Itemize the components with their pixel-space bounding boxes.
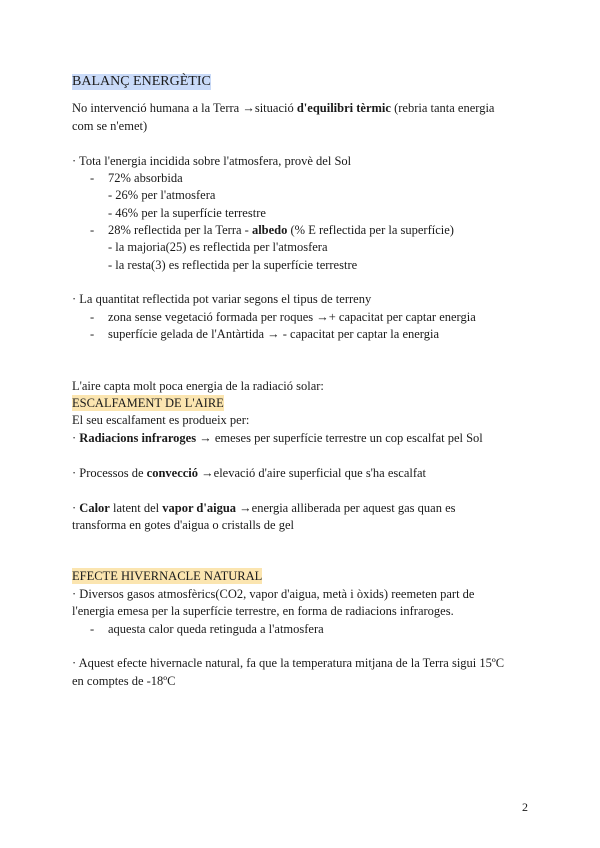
hivernacle-p2-line-2: en comptes de -18ºC	[72, 674, 176, 688]
aire-p1-bold: Radiacions infraroges	[79, 431, 197, 445]
intro-post: (rebria tanta energia	[390, 101, 495, 115]
hivernacle-p1-line-2: l'energia emesa per la superfície terrestre, en forma de radiacions infraroges.	[72, 604, 454, 618]
aire-p2-bold: convecció	[146, 466, 199, 480]
intro-pre: No intervenció humana a la Terra →situació	[72, 101, 297, 115]
sol-bullet-dash-2: -	[90, 223, 95, 237]
hivernacle-p1-line-1: · Diversos gasos atmosfèrics(CO2, vapor d'aigua, metà i òxids) reemeten part de	[72, 587, 475, 601]
terreny-antartida: superfície gelada de l'Antàrtida → - capacitat per captar la energia	[108, 327, 440, 341]
aire-radiacions	[72, 430, 483, 446]
intro-line-1	[72, 100, 494, 116]
albedo-post: (% E reflectida per la superfície)	[287, 223, 454, 237]
sol-sub-atmosfera: - 26% per l'atmosfera	[108, 188, 216, 202]
hivernacle-calor: aquesta calor queda retinguda a l'atmosfera	[108, 622, 324, 636]
sol-bullet-reflectida	[108, 222, 454, 238]
aire-p3-bold1: Calor	[79, 501, 110, 515]
aire-p3-bold2: vapor d'aigua	[162, 501, 237, 515]
albedo-bold: albedo	[251, 223, 288, 237]
aire-heading: ESCALFAMENT DE L'AIRE	[72, 396, 224, 410]
intro-bold: d'equilibri tèrmic	[296, 101, 391, 115]
sol-heading: · Tota l'energia incidida sobre l'atmosfera, provè del Sol	[72, 154, 352, 168]
aire-sub: El seu escalfament es produeix per:	[72, 413, 250, 427]
sol-bullet-absorbida: 72% absorbida	[108, 171, 183, 185]
page-title: BALANÇ ENERGÈTIC	[72, 74, 211, 89]
terreny-dash-1: -	[90, 310, 95, 324]
aire-p3-pre: ·	[72, 501, 80, 515]
aire-intro: L'aire capta molt poca energia de la radiació solar:	[72, 379, 324, 393]
sol-sub-majoria: - la majoria(25) es reflectida per l'atmosfera	[108, 240, 328, 254]
hivernacle-heading: EFECTE HIVERNACLE NATURAL	[72, 569, 263, 583]
sol-sub-superficie: - 46% per la superfície terrestre	[108, 206, 266, 220]
aire-p1-pre: ·	[72, 431, 80, 445]
aire-p2-pre: · Processos de	[72, 466, 147, 480]
terreny-roques: zona sense vegetació formada per roques →+ capacitat per captar energia	[108, 310, 476, 324]
intro-line-2: com se n'emet)	[72, 119, 148, 133]
aire-p1-post: → emeses per superfície terrestre un cop escalfat pel Sol	[196, 431, 483, 445]
hivernacle-p2-line-1: · Aquest efecte hivernacle natural, fa que la temperatura mitjana de la Terra sigui 15ºC	[72, 656, 505, 670]
aire-calor-line-1	[72, 500, 456, 516]
terreny-heading: · La quantitat reflectida pot variar segons el tipus de terreny	[72, 292, 372, 306]
page-number: 2	[522, 800, 528, 814]
aire-p2-post: →elevació d'aire superficial que s'ha escalfat	[198, 466, 427, 480]
hivernacle-dash: -	[90, 622, 95, 636]
sol-sub-resta: - la resta(3) es reflectida per la superfície terrestre	[108, 258, 358, 272]
aire-conveccio	[72, 465, 426, 481]
aire-calor-line-2: transforma en gotes d'aigua o cristalls de gel	[72, 518, 294, 532]
sol-bullet-dash-1: -	[90, 171, 95, 185]
aire-p3-mid: latent del	[109, 501, 163, 515]
aire-p3-post: →energia alliberada per aquest gas quan es	[236, 501, 456, 515]
albedo-pre: 28% reflectida per la Terra -	[108, 223, 252, 237]
terreny-dash-2: -	[90, 327, 95, 341]
